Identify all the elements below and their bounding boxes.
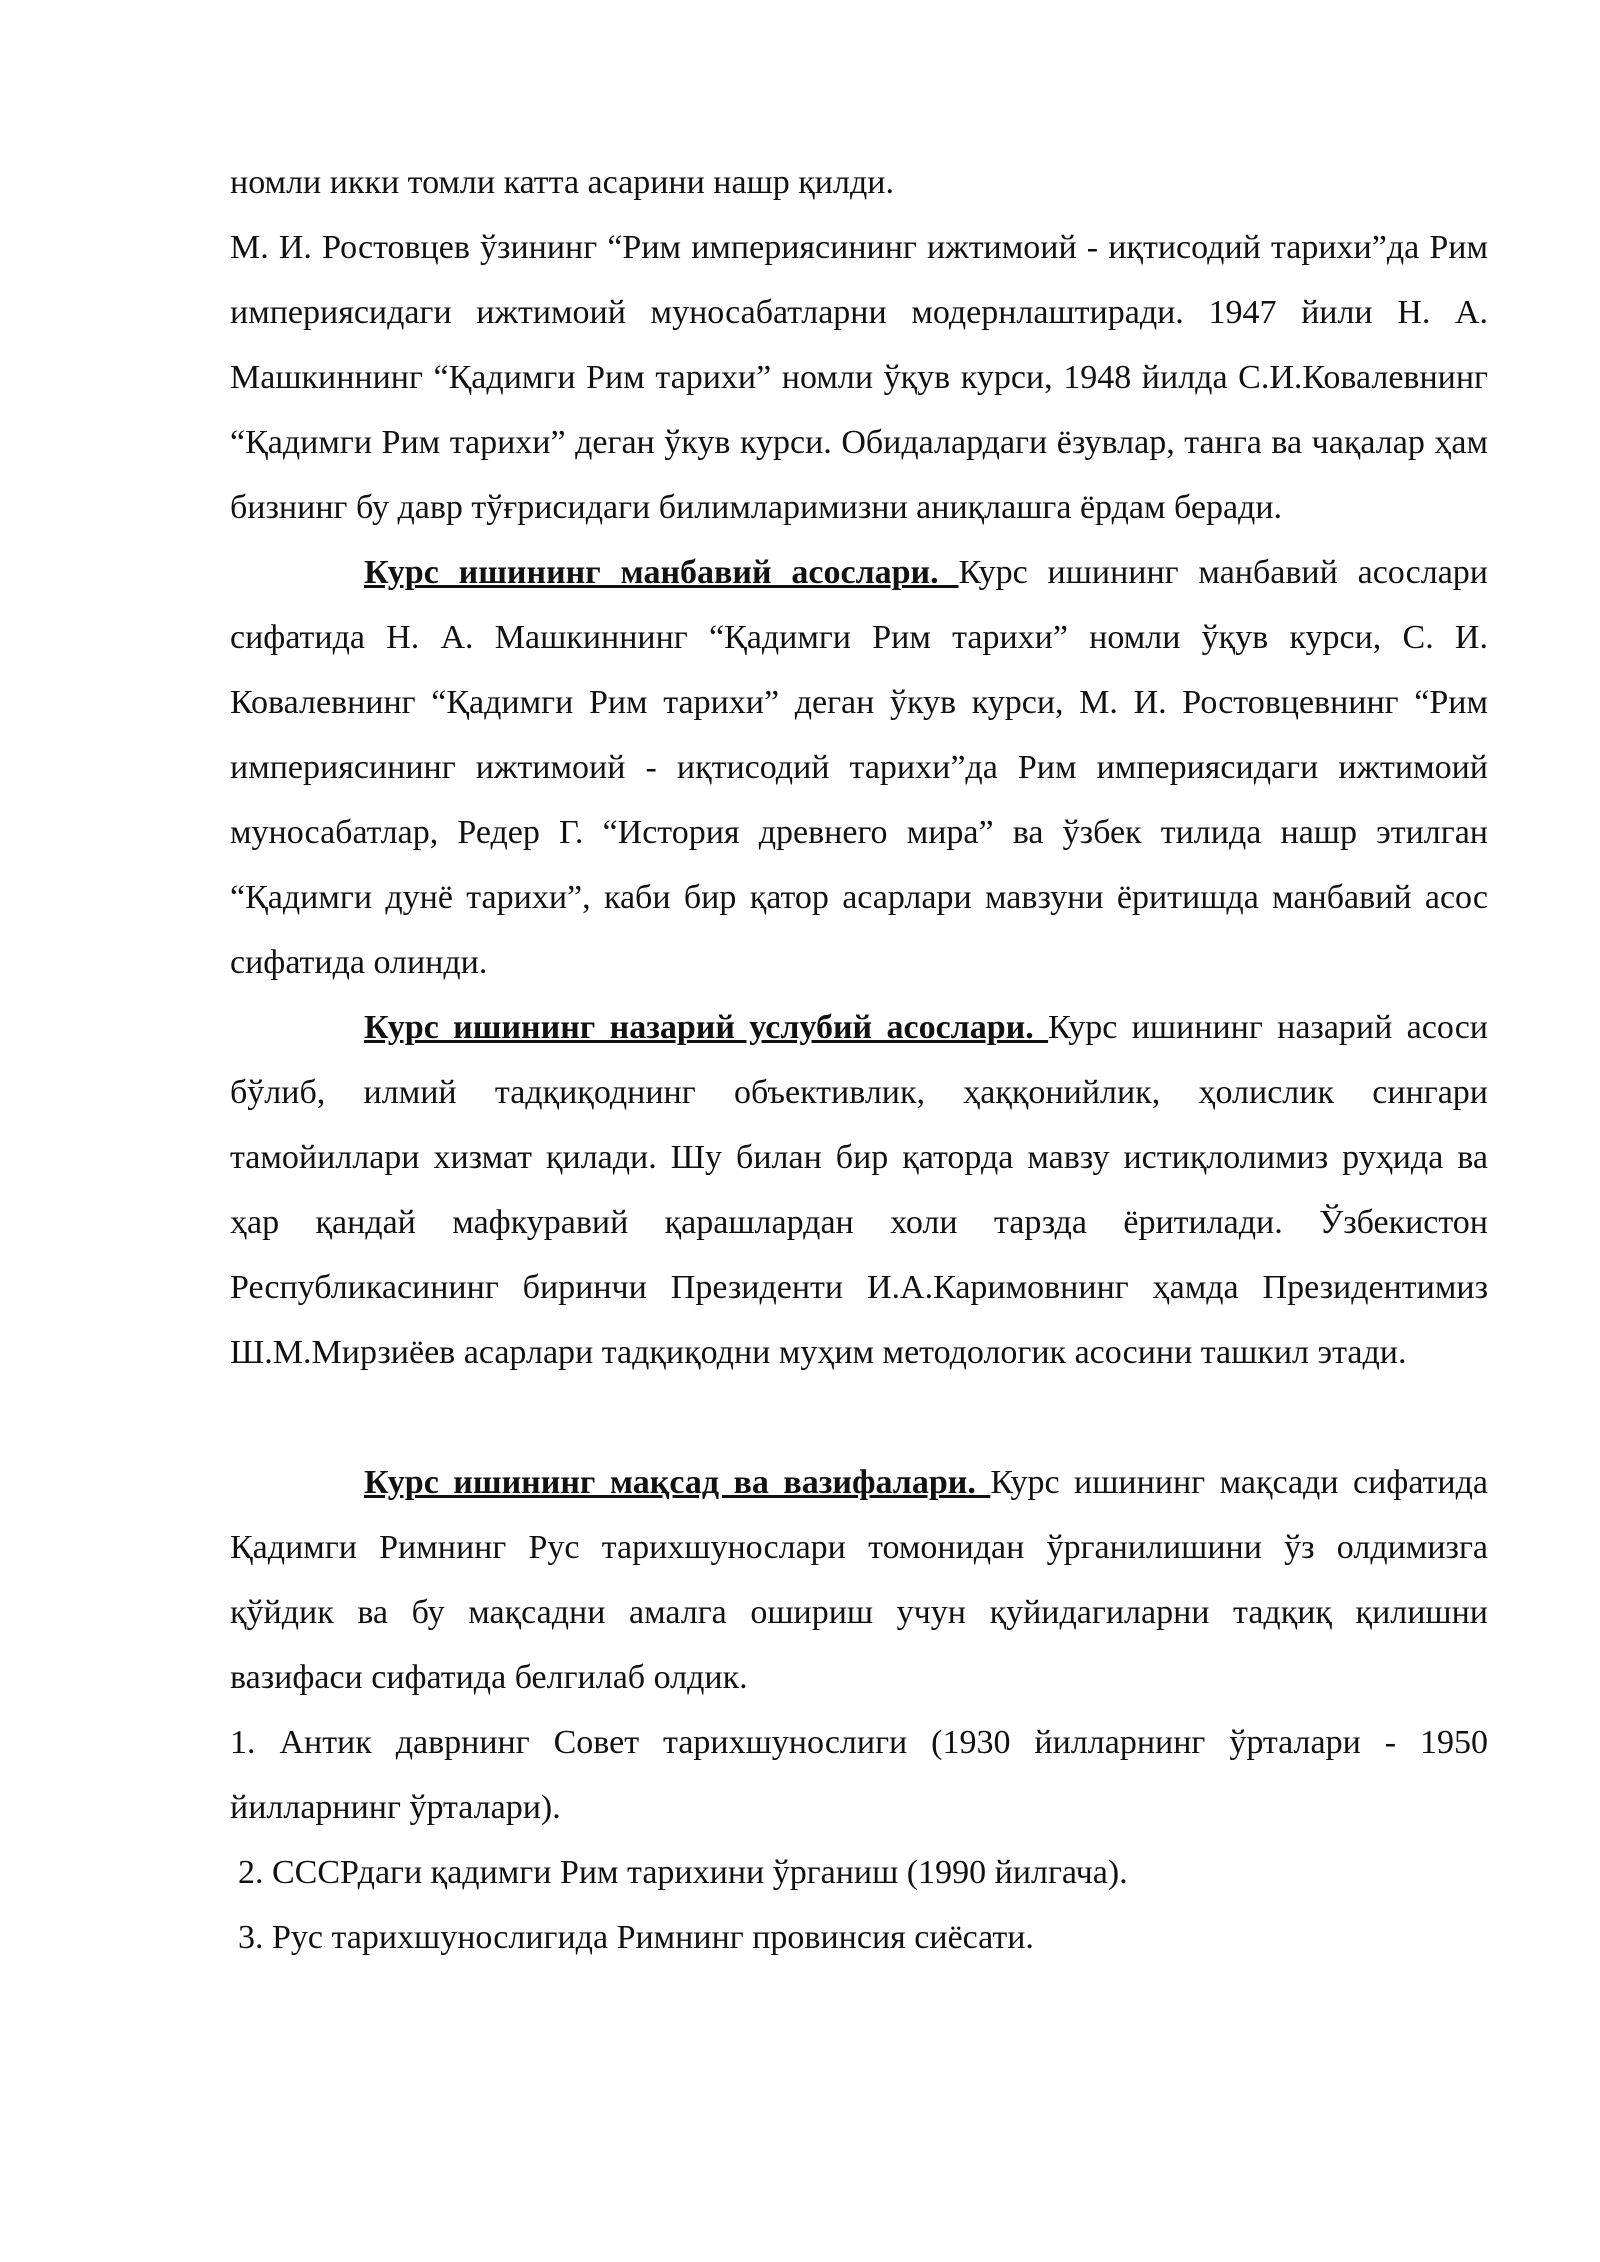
sources-heading: Курс ишининг манбавий асослари.: [364, 554, 959, 591]
intro-first-line: номли икки томли катта асарини нашр қилди.: [230, 164, 894, 201]
goals-text: Курс ишининг мақсади сифатида Қадимги Римнинг Рус тарихшунослари томонидан ўрганилишини ўз олдимизга қўйдик ва бу мақсадни амалга ошириш учун қуйидагиларни тадқиқ қилишни вазифаси сифатида белгилаб олдик.: [230, 1464, 1488, 1696]
goals-heading: Курс ишининг мақсад ва вазифалари.: [364, 1464, 991, 1501]
sources-paragraph: [230, 540, 1488, 995]
list-item-3: 3. Рус тарихшунослигида Римнинг провинсия сиёсати.: [238, 1919, 1034, 1956]
theory-heading: Курс ишининг назарий услубий асослари.: [364, 1009, 1049, 1046]
list-item-1: 1. Антик даврнинг Совет тарихшунослиги (1930 йилларнинг ўрталари - 1950 йилларнинг ўрталари).: [230, 1724, 1488, 1826]
theory-paragraph: [230, 995, 1488, 1385]
goals-paragraph: [230, 1450, 1488, 1710]
paragraph-gap: [230, 1385, 1488, 1450]
document-page: [230, 150, 1488, 1970]
intro-paragraph: М. И. Ростовцев ўзининг “Рим империясининг ижтимоий - иқтисодий тарихи”да Рим империясидаги ижтимоий муносабатларни модернлаштиради. 1947 йили Н. А. Машкиннинг “Қадимги Рим тарихи” номли ўқув курси, 1948 йилда С.И.Ковалевнинг “Қадимги Рим тарихи” деган ўкув курси. Обидалардаги ёзувлар, танга ва чақалар ҳам бизнинг бу давр тўғрисидаги билимларимизни аниқлашга ёрдам беради.: [230, 229, 1488, 526]
list-item-2: 2. СССРдаги қадимги Рим тарихини ўрганиш (1990 йилгача).: [238, 1854, 1128, 1891]
theory-text: Курс ишининг назарий асоси бўлиб, илмий тадқиқоднинг объективлик, ҳаққонийлик, ҳолислик сингари тамойиллари хизмат қилади. Шу билан бир қаторда мавзу истиқлолимиз руҳида ва ҳар қандай мафкуравий қарашлардан холи тарзда ёритилади. Ўзбекистон Республикасининг биринчи Президенти И.А.Каримовнинг ҳамда Президентимиз Ш.М.Мирзиёев асарлари тадқиқодни муҳим методологик асосини ташкил этади.: [230, 1009, 1488, 1371]
sources-text: Курс ишининг манбавий асослари сифатида Н. А. Машкиннинг “Қадимги Рим тарихи” номли ўқув курси, С. И. Ковалевнинг “Қадимги Рим тарихи” деган ўкув курси, М. И. Ростовцевнинг “Рим империясининг ижтимоий - иқтисодий тарихи”да Рим империясидаги ижтимоий муносабатлар, Редер Г. “История древнего мира” ва ўзбек тилида нашр этилган “Қадимги дунё тарихи”, каби бир қатор асарлари мавзуни ёритишда манбавий асос сифатида олинди.: [230, 554, 1488, 981]
